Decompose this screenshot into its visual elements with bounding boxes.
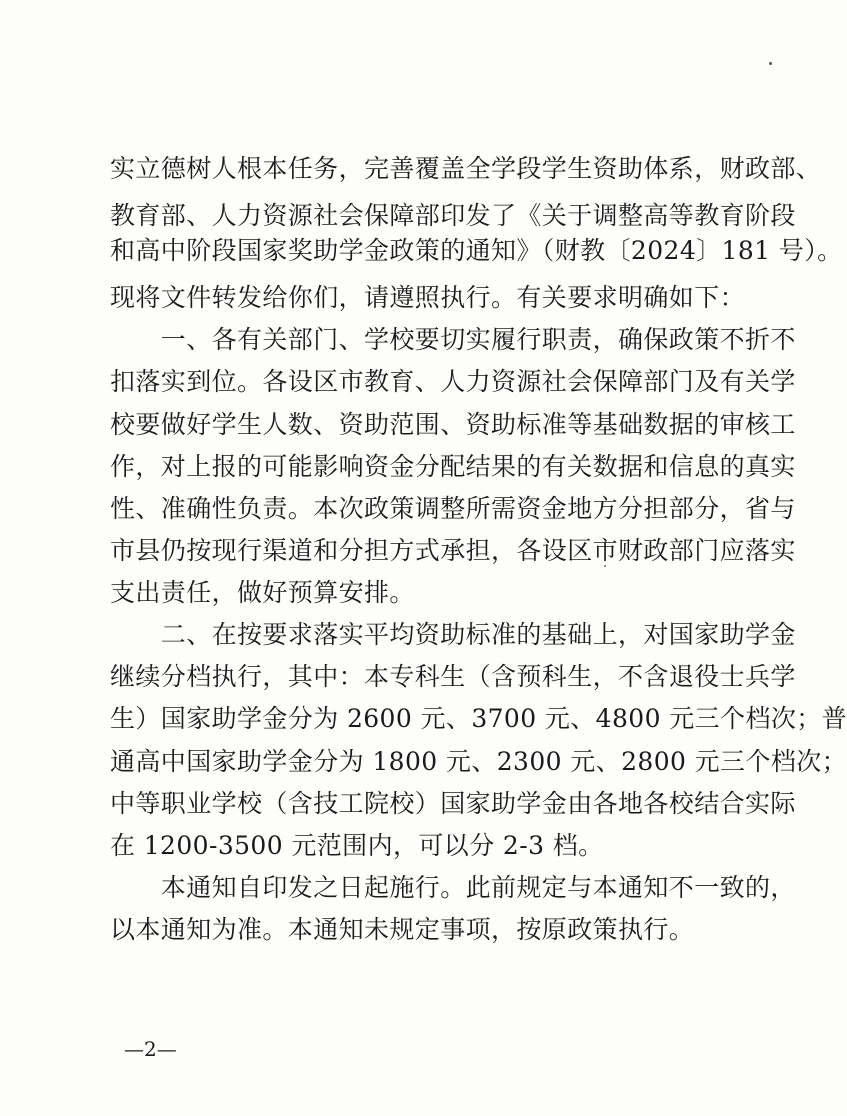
body-line: 现将文件转发给你们，请遵照执行。有关要求明确如下： (110, 283, 746, 312)
body-line: 实立德树人根本任务，完善覆盖全学段学生资助体系，财政部、 (110, 154, 822, 183)
body-line: 以本通知为准。本通知未规定事项，按原政策执行。 (110, 915, 695, 944)
paragraph-1-start: 一、各有关部门、学校要切实履行职责，确保政策不折不 (110, 325, 796, 354)
body-line: 支出责任，做好预算安排。 (110, 578, 415, 607)
body-line: 和高中阶段国家奖助学金政策的通知》（财教〔2024〕181 号）。 (110, 236, 843, 265)
paragraph-3-start: 本通知自印发之日起施行。此前规定与本通知不一致的， (110, 873, 796, 902)
body-line: 通高中国家助学金分为 1800 元、2300 元、2800 元三个档次； (110, 747, 847, 776)
body-line: 校要做好学生人数、资助范围、资助标准等基础数据的审核工 (110, 410, 796, 439)
paragraph-2-start: 二、在按要求落实平均资助标准的基础上，对国家助学金 (110, 620, 796, 649)
body-line: 继续分档执行，其中：本专科生（含预科生，不含退役士兵学 (110, 662, 796, 691)
body-line: 中等职业学校（含技工院校）国家助学金由各地各校结合实际 (110, 789, 796, 818)
body-line: 在 1200-3500 元范围内，可以分 2-3 档。 (110, 831, 604, 860)
page-number: —2— (124, 1037, 177, 1061)
body-line: 教育部、人力资源社会保障部印发了《关于调整高等教育阶段 (110, 201, 796, 230)
body-line: 生）国家助学金分为 2600 元、3700 元、4800 元三个档次；普 (110, 704, 847, 733)
body-line: 作，对上报的可能影响资金分配结果的有关数据和信息的真实 (110, 452, 796, 481)
scan-speck (769, 62, 772, 65)
body-line: 性、准确性负责。本次政策调整所需资金地方分担部分，省与 (110, 494, 796, 523)
scan-speck (604, 565, 606, 567)
body-line: 扣落实到位。各设区市教育、人力资源社会保障部门及有关学 (110, 367, 796, 396)
body-line: 市县仍按现行渠道和分担方式承担，各设区市财政部门应落实 (110, 536, 796, 565)
